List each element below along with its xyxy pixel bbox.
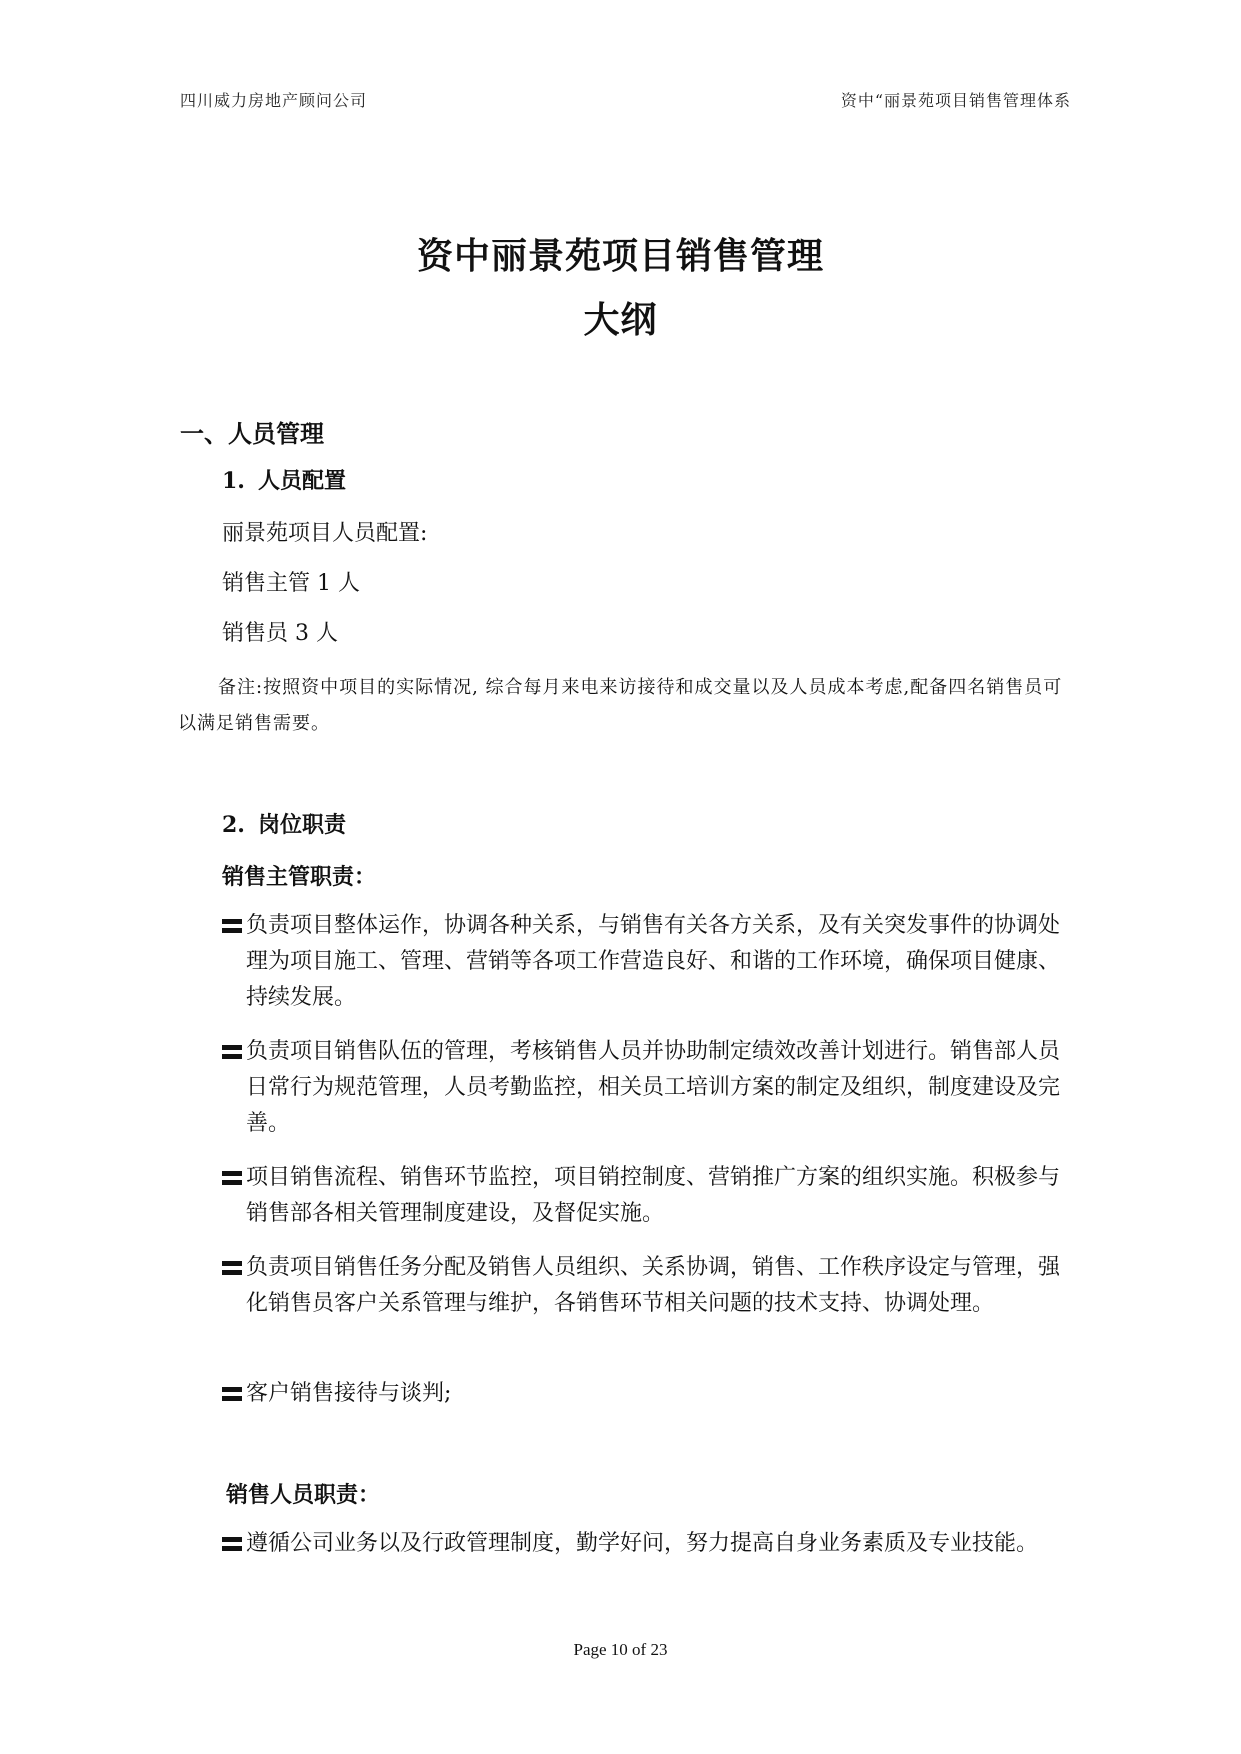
- list-item: 遵循公司业务以及行政管理制度，勤学好问，努力提高自身业务素质及专业技能。: [222, 1526, 1070, 1562]
- bullet-icon: [222, 1387, 242, 1401]
- staffing-note: 备注:按照资中项目的实际情况, 综合每月来电来访接待和成交量以及人员成本考虑,配备四名销售员可以满足销售需要。: [178, 677, 1063, 734]
- list-item: 负责项目销售队伍的管理，考核销售人员并协助制定绩效改善计划进行。销售部人员日常行为规范管理，人员考勤监控，相关员工培训方案的制定及组织，制度建设及完善。: [222, 1034, 1070, 1142]
- staff-duties-heading: 销售人员职责：: [226, 1482, 381, 1508]
- page-title-line2: 大纲: [583, 299, 658, 341]
- list-item: 负责项目销售任务分配及销售人员组织、关系协调，销售、工作秩序设定与管理，强化销售员客户关系管理与维护，各销售环节相关问题的技术支持、协调处理。: [222, 1250, 1070, 1322]
- subsection-staffing: [222, 464, 346, 495]
- staffing-intro: 丽景苑项目人员配置:: [222, 521, 428, 546]
- section-heading-personnel: 一、人员管理: [180, 419, 324, 448]
- subsection-duties: [222, 808, 346, 839]
- subsection-number: 2.: [222, 812, 245, 838]
- staffing-manager-count: 销售主管 1 人: [222, 571, 360, 596]
- list-item: 项目销售流程、销售环节监控，项目销控制度、营销推广方案的组织实施。积极参与销售部各相关管理制度建设，及督促实施。: [222, 1160, 1070, 1232]
- bullet-icon: [222, 1537, 242, 1551]
- page-number: Page 10 of 23: [573, 1640, 668, 1659]
- staffing-sales-count: 销售员 3 人: [222, 621, 338, 646]
- bullet-icon: [222, 1045, 242, 1059]
- list-item: 负责项目整体运作，协调各种关系，与销售有关各方关系，及有关突发事件的协调处理为项目施工、管理、营销等各项工作营造良好、和谐的工作环境，确保项目健康、持续发展。: [222, 908, 1070, 1016]
- subsection-title: 岗位职责: [258, 812, 347, 838]
- manager-duties-heading: 销售主管职责：: [222, 864, 377, 890]
- subsection-number: 1.: [222, 468, 245, 494]
- header-company: 四川威力房地产顾问公司: [180, 91, 368, 110]
- list-item: 客户销售接待与谈判;: [222, 1376, 1070, 1412]
- bullet-icon: [222, 919, 242, 933]
- subsection-title: 人员配置: [258, 468, 347, 494]
- bullet-icon: [222, 1261, 242, 1275]
- page-title-line1: 资中丽景苑项目销售管理: [416, 235, 824, 277]
- header-doc-title: 资中“丽景苑项目销售管理体系: [840, 91, 1071, 110]
- bullet-icon: [222, 1171, 242, 1185]
